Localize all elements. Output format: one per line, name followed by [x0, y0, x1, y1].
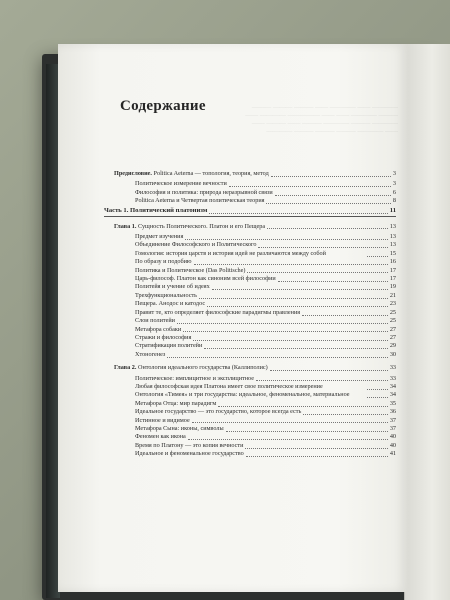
toc-entry-text: Правит те, кто определяет философские парадигмы правления: [135, 308, 301, 316]
toc-entry-text: Гомология: история царств и история идей не различаются между собой: [135, 249, 326, 257]
toc-entry-title: [135, 342, 202, 350]
toc-leader-dots: [177, 323, 388, 324]
bleed-through-text: ———— —— ———— —— ——— ——— ——— ——— ———— —— —— ————— ———— —— ———— ——— ———— ——— —— ——— —— —— ———— ——— ——— ——— ————: [245, 104, 398, 135]
toc-entry: [104, 442, 396, 450]
toc-entry: [104, 317, 396, 325]
toc-entry-text: Истинное и видимое: [135, 416, 190, 424]
toc-leader-dots: [207, 306, 388, 307]
toc-entry-text: Politica Aeterna — топология, теория, метод: [151, 170, 269, 177]
toc-entry: [104, 408, 396, 416]
toc-page-number: 13: [389, 233, 396, 241]
toc-entry-text: Онтология идеального государства (Каллиполис): [136, 364, 268, 372]
toc-page-number: 21: [389, 291, 396, 299]
toc-entry-title: [135, 241, 256, 249]
toc-entry-text: Политическое измерение вечности: [135, 180, 227, 188]
toc-entry-title: [135, 442, 243, 450]
toc-entry-text: Стратификация политейи: [135, 342, 203, 350]
toc-entry-text: Политическое: имплицитное и эксплицитное: [135, 374, 254, 382]
toc-leader-dots: [302, 315, 388, 316]
toc-entry-text: Философия и политика: природа неразрывной связи: [135, 188, 273, 196]
toc-entry-title: [135, 283, 210, 291]
toc-entry: [104, 206, 396, 217]
toc-entry-text: Стражи и философия: [135, 333, 192, 341]
toc-entry-label: Предисловие.: [114, 170, 152, 177]
toc-page-number: 41: [389, 450, 396, 458]
toc-page-number: 16: [389, 258, 396, 266]
toc-entry-title: [135, 375, 254, 383]
toc-entry-title: [135, 383, 365, 391]
toc-page-number: 33: [389, 364, 396, 372]
toc-entry: [104, 375, 396, 383]
toc-entry: [104, 383, 396, 391]
toc-entry: [104, 450, 396, 458]
toc-entry-title: [104, 206, 207, 216]
toc-page-number: 40: [389, 433, 396, 441]
toc-leader-dots: [212, 289, 388, 290]
toc-page-number: 33: [389, 374, 396, 382]
toc-entry: [104, 400, 396, 408]
toc-entry: [104, 250, 396, 258]
toc-entry-text: Онтология «Тимея» и три государства: идеальное, феноменальное, материальное: [135, 391, 350, 399]
toc-page-number: 29: [389, 342, 396, 350]
toc-page-number: 6: [392, 188, 396, 196]
toc-leader-dots: [226, 431, 388, 432]
toc-page-number: 3: [392, 170, 396, 177]
toc-entry-text: Трехфункциональность: [135, 291, 197, 299]
toc-leader-dots: [275, 195, 391, 196]
toc-leader-dots: [245, 448, 387, 449]
toc-leader-dots: [192, 422, 388, 423]
toc-page-number: 35: [389, 399, 396, 407]
toc-entry: [104, 425, 396, 433]
toc-page-number: 15: [389, 249, 396, 257]
toc-page-number: 25: [389, 317, 396, 325]
toc-leader-dots: [258, 247, 387, 248]
toc-entry: [104, 334, 396, 342]
toc-page-number: 27: [389, 325, 396, 333]
toc-page-number: 11: [389, 206, 396, 214]
toc-entry: [104, 351, 396, 359]
toc-entry-title: [135, 300, 205, 308]
toc-entry: [104, 197, 396, 205]
toc-entry: [104, 223, 396, 231]
toc-leader-dots: [229, 186, 391, 187]
toc-leader-dots: [218, 406, 388, 407]
toc-entry-title: [114, 223, 265, 231]
toc-entry-title: [114, 364, 268, 372]
toc-entry: [104, 170, 396, 178]
toc-entry-text: Сущность Политического. Платон и его Пещера: [136, 222, 266, 230]
toc-entry-text: Идеальное и феноменальное государство: [135, 450, 244, 458]
toc-entry: [104, 233, 396, 241]
toc-entry-text: Politica Aeterna и Четвертая политическая теория: [135, 197, 265, 205]
toc-leader-dots: [199, 298, 388, 299]
toc-entry-title: [135, 351, 165, 359]
toc-entry: [104, 326, 396, 334]
toc-entry-text: Слои политейи: [135, 317, 175, 325]
toc-entry: [104, 180, 396, 188]
toc-entry-title: [135, 250, 365, 258]
toc-entry: [104, 417, 396, 425]
toc-page-number: 13: [389, 241, 396, 249]
toc-entry-text: Идеальное государство — это государство, которое всегда есть: [135, 408, 302, 416]
toc-leader-dots: [271, 176, 391, 177]
toc-entry-text: Метафора Сына: иконы, симвoлы: [135, 424, 224, 432]
toc-entry-title: [135, 309, 300, 317]
toc-entry-title: [135, 391, 365, 399]
toc-entry: [104, 189, 396, 197]
toc-page-number: 36: [389, 408, 396, 416]
toc-leader-dots: [367, 256, 388, 257]
toc-entry: [104, 364, 396, 372]
toc-entry-title: [135, 400, 216, 408]
toc-entry-title: [135, 334, 191, 342]
toc-entry: [104, 342, 396, 350]
toc-entry-text: Политейя и учение об идеях: [135, 283, 210, 291]
toc-entry-title: [135, 450, 244, 458]
toc-entry: [104, 300, 396, 308]
toc-entry: [104, 283, 396, 291]
toc-entry: [104, 292, 396, 300]
toc-page-number: 34: [389, 382, 396, 390]
toc-entry-text: Время по Платону — это копия вечности: [135, 441, 244, 449]
toc-leader-dots: [167, 357, 387, 358]
toc-entry-title: [135, 433, 186, 441]
toc-leader-dots: [188, 439, 388, 440]
page-title: Содержание: [120, 98, 206, 114]
toc-entry: [104, 258, 396, 266]
toc-entry-title: [135, 417, 190, 425]
toc-leader-dots: [204, 348, 388, 349]
toc-entry-title: [135, 408, 301, 416]
toc-entry-text: Царь-философ. Платон как синоним всей философии: [135, 275, 276, 283]
toc-page-number: 13: [389, 222, 396, 230]
toc-entry-title: [135, 258, 192, 266]
toc-entry: [104, 309, 396, 317]
toc-entry-text: Предмет изучения: [135, 233, 184, 241]
toc-leader-dots: [185, 239, 387, 240]
toc-entry-title: [135, 317, 175, 325]
toc-entry: [104, 433, 396, 441]
toc-entry-text: Пещера. Анодос и катодос: [135, 300, 206, 308]
toc-page-number: 25: [389, 308, 396, 316]
toc-entry: [104, 391, 396, 399]
toc-leader-dots: [278, 281, 388, 282]
book-page: [58, 44, 408, 592]
toc-page-number: 34: [389, 391, 396, 399]
toc-page-number: 40: [389, 441, 396, 449]
toc-entry-title: [135, 425, 224, 433]
toc-entry-text: Любая философская идея Платона имеет свое политическое измерение: [135, 382, 323, 390]
toc-entry-title: [135, 267, 245, 275]
toc-entry-text: Часть 1. Политический платонизм: [104, 206, 208, 214]
toc-leader-dots: [266, 203, 390, 204]
toc-leader-dots: [194, 264, 388, 265]
toc-entry-title: [135, 197, 264, 205]
toc-leader-dots: [209, 213, 387, 214]
toc-page-number: 17: [389, 275, 396, 283]
toc-page-number: 37: [389, 424, 396, 432]
toc-leader-dots: [193, 340, 387, 341]
toc-entry-title: [114, 170, 269, 178]
toc-entry-title: [135, 233, 183, 241]
toc-entry: [104, 267, 396, 275]
toc-entry-label: Глава 1.: [114, 222, 137, 230]
toc-leader-dots: [367, 389, 388, 390]
toc-entry-text: По образу и подобию: [135, 258, 192, 266]
toc-page-number: 30: [389, 350, 396, 358]
toc-entry-title: [135, 326, 181, 334]
toc-entry-label: Глава 2.: [114, 364, 137, 372]
toc-entry: [104, 241, 396, 249]
toc-entry-text: Феномен как икона: [135, 433, 186, 441]
toc-leader-dots: [183, 331, 388, 332]
toc-page-number: 37: [389, 416, 396, 424]
toc-entry-text: Метафора Отца: мир парадигм: [135, 399, 217, 407]
toc-page-number: 3: [392, 180, 396, 188]
toc-entry-text: Хтоногенез: [135, 350, 166, 358]
toc-page-number: 23: [389, 300, 396, 308]
facing-page-edge: [404, 44, 450, 600]
toc-page-number: 17: [389, 266, 396, 274]
toc-leader-dots: [270, 370, 388, 371]
toc-page-number: 19: [389, 283, 396, 291]
toc-leader-dots: [256, 380, 388, 381]
toc-page-number: 8: [392, 197, 396, 205]
toc-entry-title: [135, 180, 227, 188]
toc-leader-dots: [247, 272, 387, 273]
toc-entry-text: Метафора собаки: [135, 325, 182, 333]
toc-entry-title: [135, 292, 197, 300]
toc-entry-text: Объединение Философского и Политического: [135, 241, 257, 249]
toc-entry: [104, 275, 396, 283]
toc-entry-title: [135, 189, 273, 197]
toc-entry-text: Политика и Политическое (Das Politische): [135, 266, 246, 274]
toc-leader-dots: [246, 456, 388, 457]
toc-page-number: 27: [389, 333, 396, 341]
toc-leader-dots: [367, 397, 388, 398]
toc-leader-dots: [303, 414, 388, 415]
table-of-contents: [104, 170, 396, 459]
toc-leader-dots: [267, 228, 388, 229]
toc-entry-title: [135, 275, 276, 283]
